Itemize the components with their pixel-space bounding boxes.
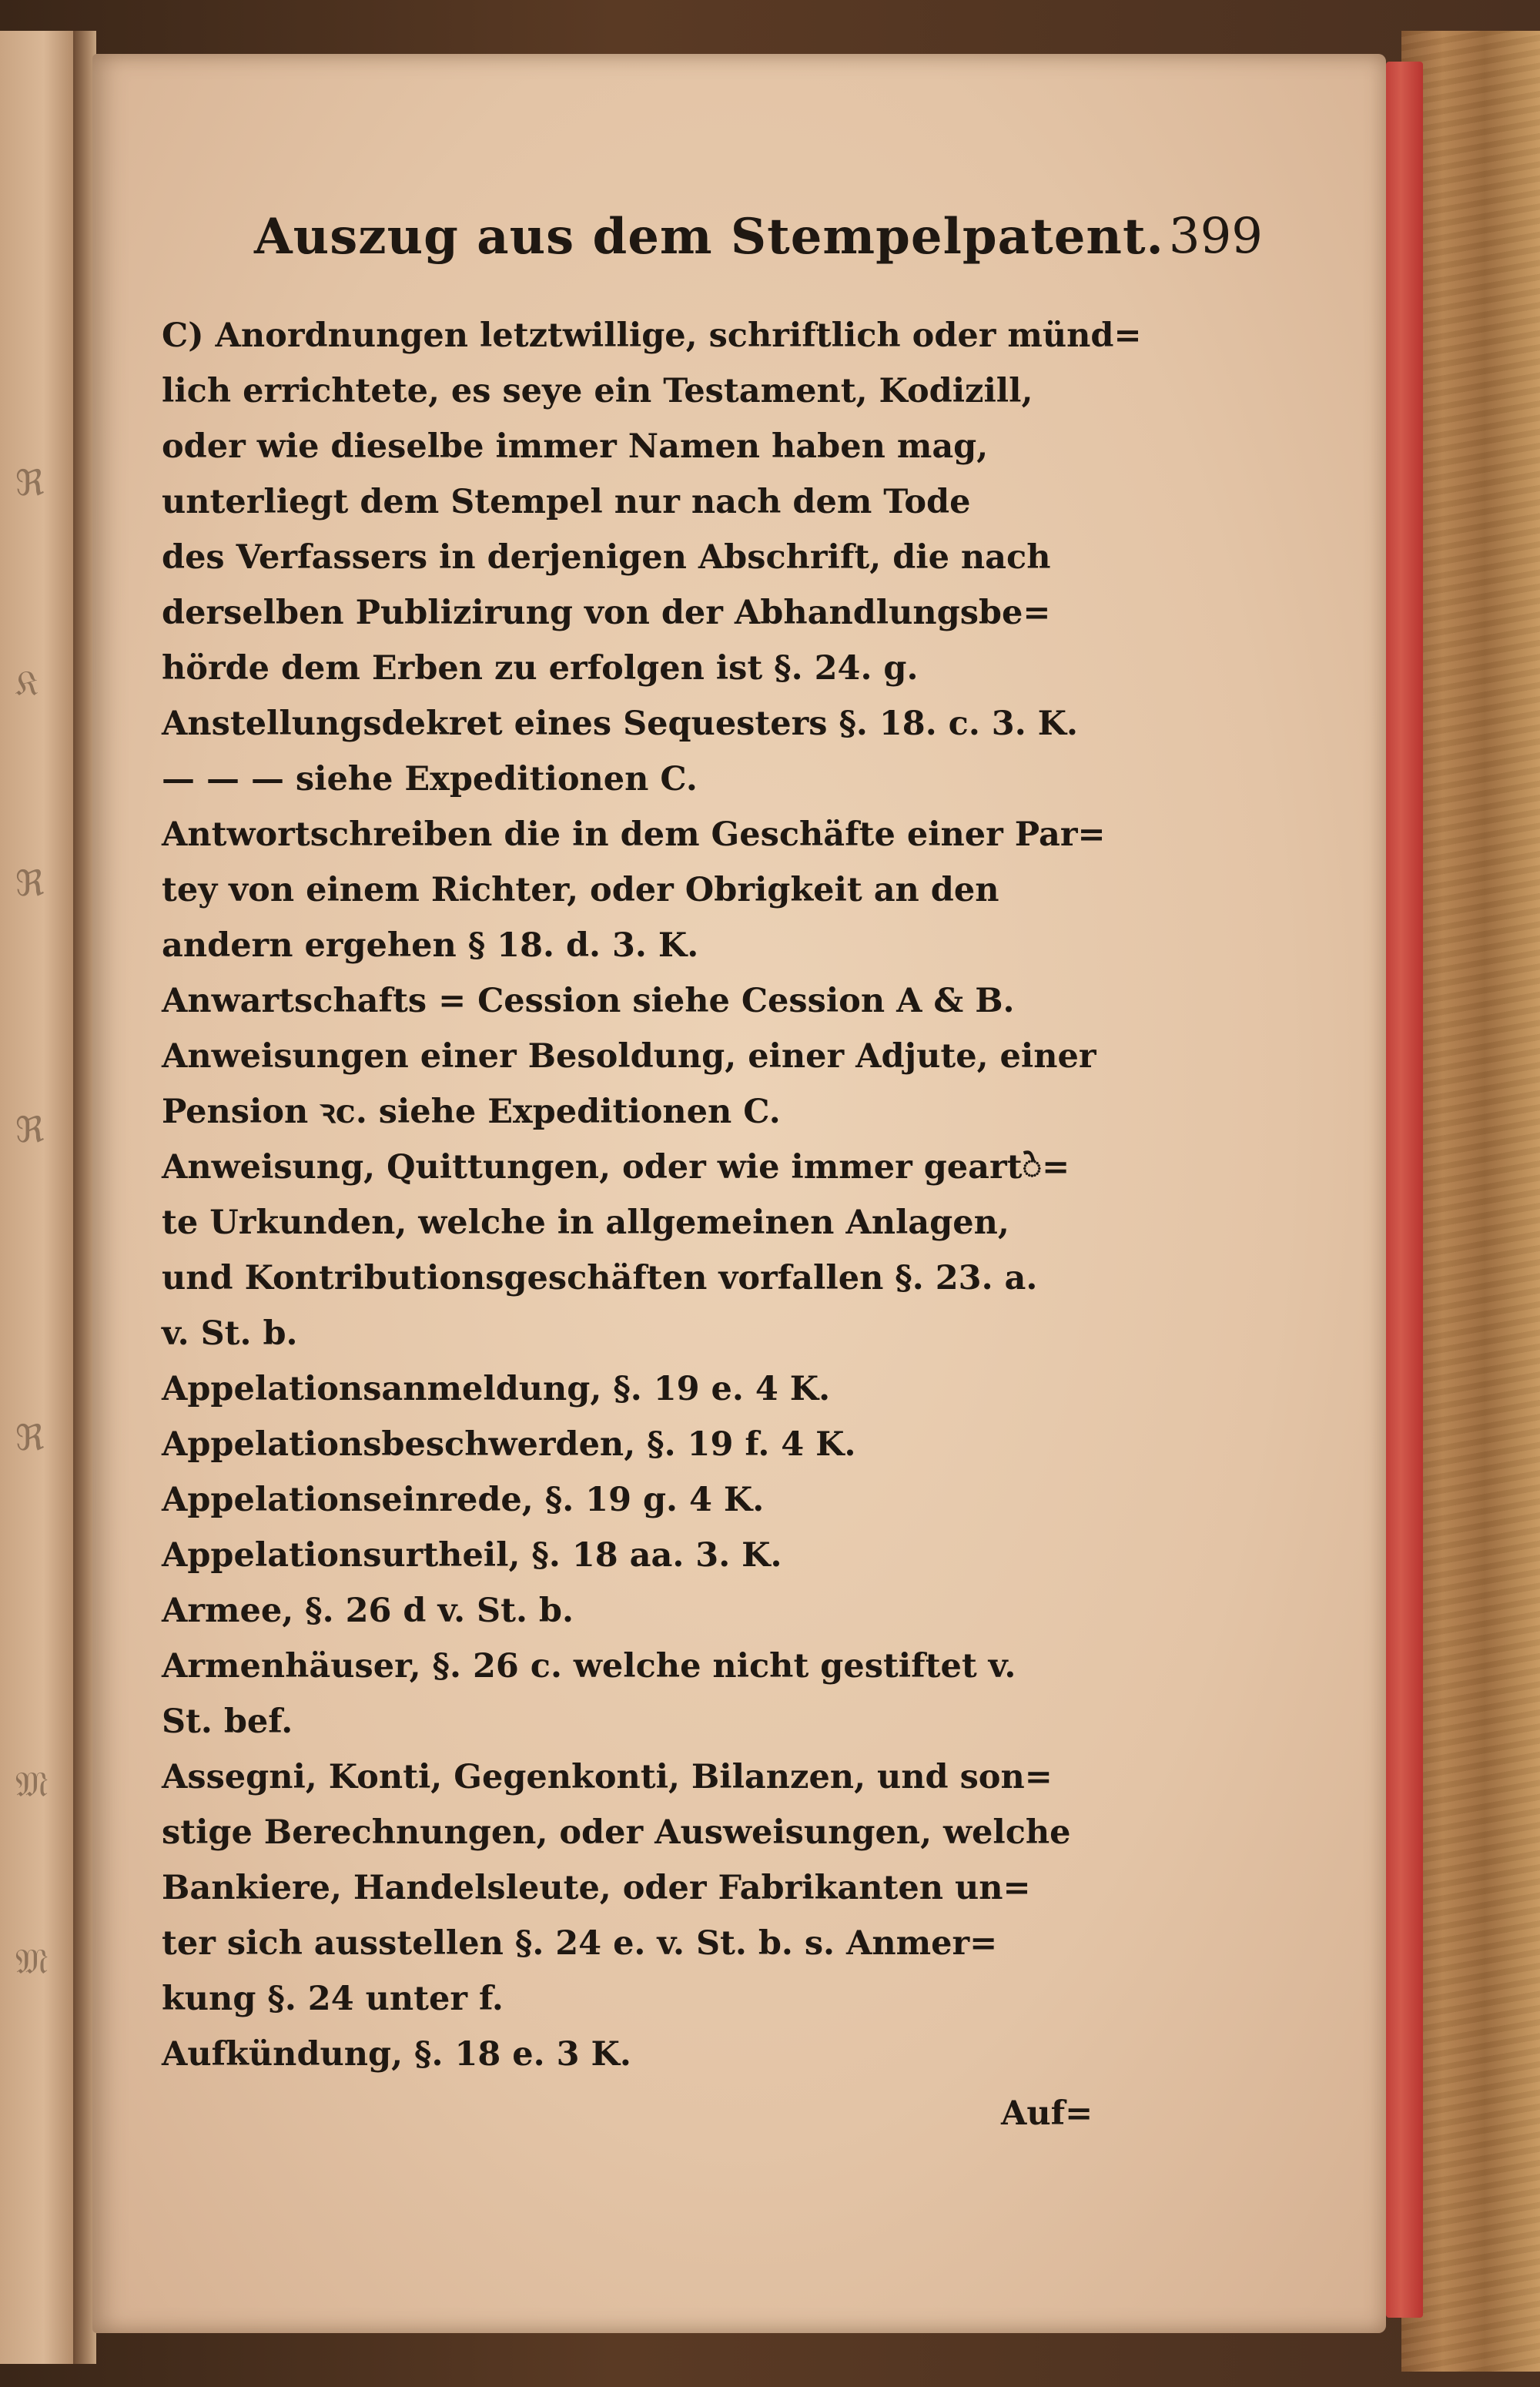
entry-line: Armee, §. 26 d v. St. b. <box>162 1592 574 1630</box>
entry-line: oder wie dieselbe immer Namen haben mag, <box>162 427 989 466</box>
entry-line: Assegni, Konti, Gegenkonti, Bilanzen, und son= <box>162 1758 1053 1796</box>
facing-page-mark: ℜ <box>15 1109 45 1150</box>
page-header <box>169 208 1263 293</box>
entry-line: Appelationseinrede, §. 19 g. 4 K. <box>162 1481 765 1519</box>
facing-page-mark: 𝔐 <box>15 1763 49 1805</box>
facing-page-edge <box>0 31 78 2364</box>
register-entry <box>162 1528 1270 1583</box>
register-entries <box>162 308 1270 2082</box>
entry-line: tey von einem Richter, oder Obrigkeit an den <box>162 871 999 909</box>
register-entry <box>162 2027 1270 2082</box>
facing-page-mark: ℜ <box>15 1417 45 1458</box>
register-entry <box>162 1361 1270 1417</box>
page-number: 399 <box>1168 208 1263 265</box>
register-entry <box>162 1639 1270 1749</box>
entry-line: ter sich ausstellen §. 24 e. v. St. b. s. Anmer= <box>162 1924 998 1963</box>
entry-line: des Verfassers in derjenigen Abschrift, die nach <box>162 538 1051 577</box>
entry-line: derselben Publizirung von der Abhandlungsbe= <box>162 594 1051 632</box>
register-entry <box>162 1472 1270 1528</box>
register-entry <box>162 696 1270 752</box>
entry-line: te Urkunden, welche in allgemeinen Anlagen, <box>162 1204 1009 1242</box>
entry-line: Anstellungsdekret eines Sequesters §. 18. c. 3. K. <box>162 705 1078 743</box>
running-head: Auszug aus dem Stempelpatent. <box>254 208 1164 266</box>
facing-page-mark: ℜ <box>15 862 45 904</box>
register-entry <box>162 1583 1270 1639</box>
entry-line: Armenhäuser, §. 26 c. welche nicht gestiftet v. <box>162 1647 1016 1686</box>
entry-line: v. St. b. <box>162 1314 298 1353</box>
entry-line: unterliegt dem Stempel nur nach dem Tode <box>162 483 971 521</box>
entry-line: andern ergehen § 18. d. 3. K. <box>162 926 699 965</box>
entry-line: Appelationsanmeldung, §. 19 e. 4 K. <box>162 1370 831 1408</box>
register-entry <box>162 1417 1270 1472</box>
entry-line: Anweisungen einer Besoldung, einer Adjute, einer <box>162 1037 1096 1076</box>
book-page <box>92 54 1386 2333</box>
register-entry <box>162 807 1270 973</box>
register-entry <box>162 1749 1270 2027</box>
entry-line: kung §. 24 unter f. <box>162 1980 504 2018</box>
entry-line: St. bef. <box>162 1702 293 1741</box>
entry-line: Bankiere, Handelsleute, oder Fabrikanten un= <box>162 1869 1031 1907</box>
facing-page-mark: 𝔎 <box>15 662 39 704</box>
entry-line: — — — siehe Expeditionen C. <box>162 760 698 798</box>
entry-line: C) Anordnungen letztwillige, schriftlich oder münd= <box>162 316 1142 355</box>
entry-line: hörde dem Erben zu erfolgen ist §. 24. g. <box>162 649 919 688</box>
entry-line: Pension ꝛc. siehe Expeditionen C. <box>162 1093 781 1131</box>
register-entry <box>162 752 1270 807</box>
entry-line: Anwartschafts = Cession siehe Cession A & B. <box>162 982 1015 1020</box>
entry-line: Appelationsbeschwerden, §. 19 f. 4 K. <box>162 1425 856 1464</box>
register-entry <box>162 308 1270 696</box>
entry-line: und Kontributionsgeschäften vorfallen §. 23. a. <box>162 1259 1038 1297</box>
red-page-edge <box>1386 62 1423 2318</box>
entry-line: Anweisung, Quittungen, oder wie immer geartे= <box>162 1148 1070 1187</box>
facing-page-mark: 𝔐 <box>15 1940 49 1982</box>
entry-line: stige Berechnungen, oder Ausweisungen, welche <box>162 1813 1071 1852</box>
register-entry <box>162 1029 1270 1140</box>
entry-line: Appelationsurtheil, §. 18 aa. 3. K. <box>162 1536 782 1575</box>
register-entry <box>162 1140 1270 1361</box>
register-entry <box>162 973 1270 1029</box>
catchword: Auf= <box>1001 2094 1093 2133</box>
entry-line: lich errichtete, es seye ein Testament, Kodizill, <box>162 372 1033 410</box>
entry-line: Antwortschreiben die in dem Geschäfte einer Par= <box>162 815 1106 854</box>
facing-page-mark: ℜ <box>15 462 45 504</box>
entry-line: Aufkündung, §. 18 e. 3 K. <box>162 2035 631 2074</box>
